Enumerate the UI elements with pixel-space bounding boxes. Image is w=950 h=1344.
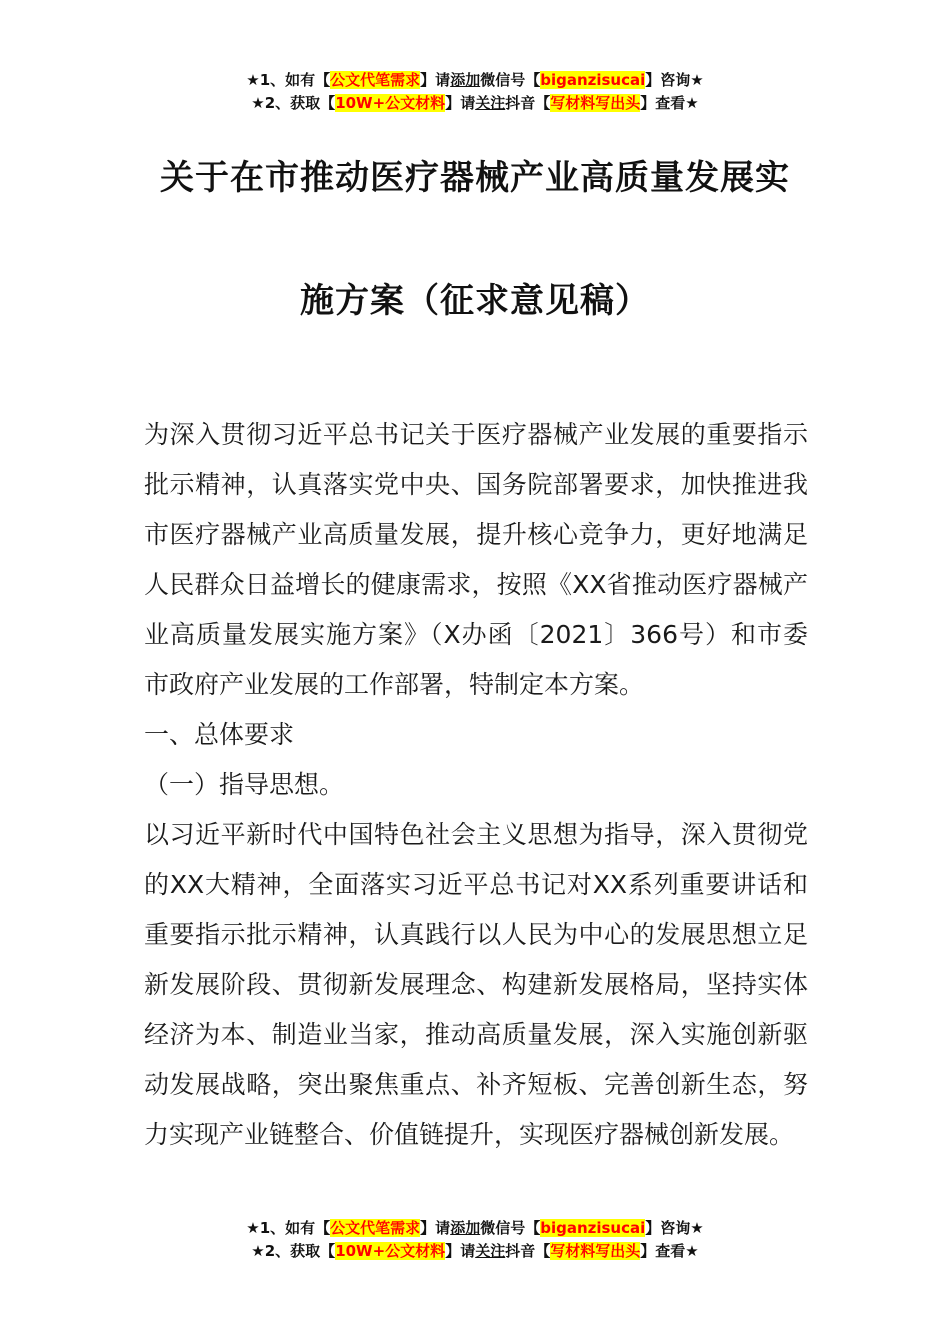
promo-text: 】请	[420, 1219, 451, 1237]
promo-underline: 关注	[475, 1242, 506, 1260]
promo-text: 】请	[445, 94, 476, 112]
document-body	[144, 410, 808, 1160]
promo-text: 】请	[420, 71, 451, 89]
promo-text: 】请	[445, 1242, 476, 1260]
promo-line-1	[0, 69, 950, 92]
promo-text: 】咨询★	[645, 1219, 704, 1237]
promo-highlight: 10W+公文材料	[335, 1242, 446, 1260]
promo-highlight: 公文代笔需求	[330, 71, 421, 89]
promo-highlight: 公文代笔需求	[330, 1219, 421, 1237]
promo-highlight: 10W+公文材料	[335, 94, 446, 112]
promo-text: ★2、获取【	[251, 1242, 336, 1260]
promo-text: 抖音【	[505, 1242, 551, 1260]
promo-text: ★1、如有【	[246, 1219, 331, 1237]
promo-highlight: 写材料写出头	[550, 1242, 641, 1260]
promo-highlight: biganzisucai	[540, 1219, 646, 1237]
promo-line-1	[0, 1217, 950, 1240]
promo-text: 】咨询★	[645, 71, 704, 89]
intro-paragraph: 为深入贯彻习近平总书记关于医疗器械产业发展的重要指示批示精神，认真落实党中央、国务院部署要求，加快推进我市医疗器械产业高质量发展，提升核心竞争力，更好地满足人民群众日益增长的健康需求，按照《XX省推动医疗器械产业高质量发展实施方案》（X办函〔2021〕366号）和市委市政府产业发展的工作部署，特制定本方案。	[144, 420, 808, 699]
document-title-line-2: 施方案（征求意见稿）	[300, 281, 650, 321]
promo-line-2	[0, 92, 950, 115]
promo-text: 抖音【	[505, 94, 551, 112]
promo-text: 微信号【	[480, 1219, 541, 1237]
promo-underline: 添加	[450, 71, 481, 89]
promo-underline: 添加	[450, 1219, 481, 1237]
promo-text: ★2、获取【	[251, 94, 336, 112]
promo-text: 微信号【	[480, 71, 541, 89]
promo-highlight: 写材料写出头	[550, 94, 641, 112]
promo-header	[0, 69, 950, 115]
section-heading: 一、总体要求	[144, 720, 295, 749]
subsection-heading: （一）指导思想。	[144, 770, 345, 799]
promo-text: 】查看★	[640, 1242, 699, 1260]
promo-text: ★1、如有【	[246, 71, 331, 89]
promo-text: 】查看★	[640, 94, 699, 112]
promo-line-2	[0, 1240, 950, 1263]
promo-footer	[0, 1217, 950, 1263]
promo-highlight: biganzisucai	[540, 71, 646, 89]
document-title-line-1: 关于在市推动医疗器械产业高质量发展实	[160, 158, 790, 198]
guiding-paragraph: 以习近平新时代中国特色社会主义思想为指导，深入贯彻党的XX大精神，全面落实习近平总书记对XX系列重要讲话和重要指示批示精神，认真践行以人民为中心的发展思想立足新发展阶段、贯彻新发展理念、构建新发展格局，坚持实体经济为本、制造业当家，推动高质量发展，深入实施创新驱动发展战略，突出聚焦重点、补齐短板、完善创新生态，努力实现产业链整合、价值链提升，实现医疗器械创新发展。	[144, 820, 808, 1149]
promo-underline: 关注	[475, 94, 506, 112]
